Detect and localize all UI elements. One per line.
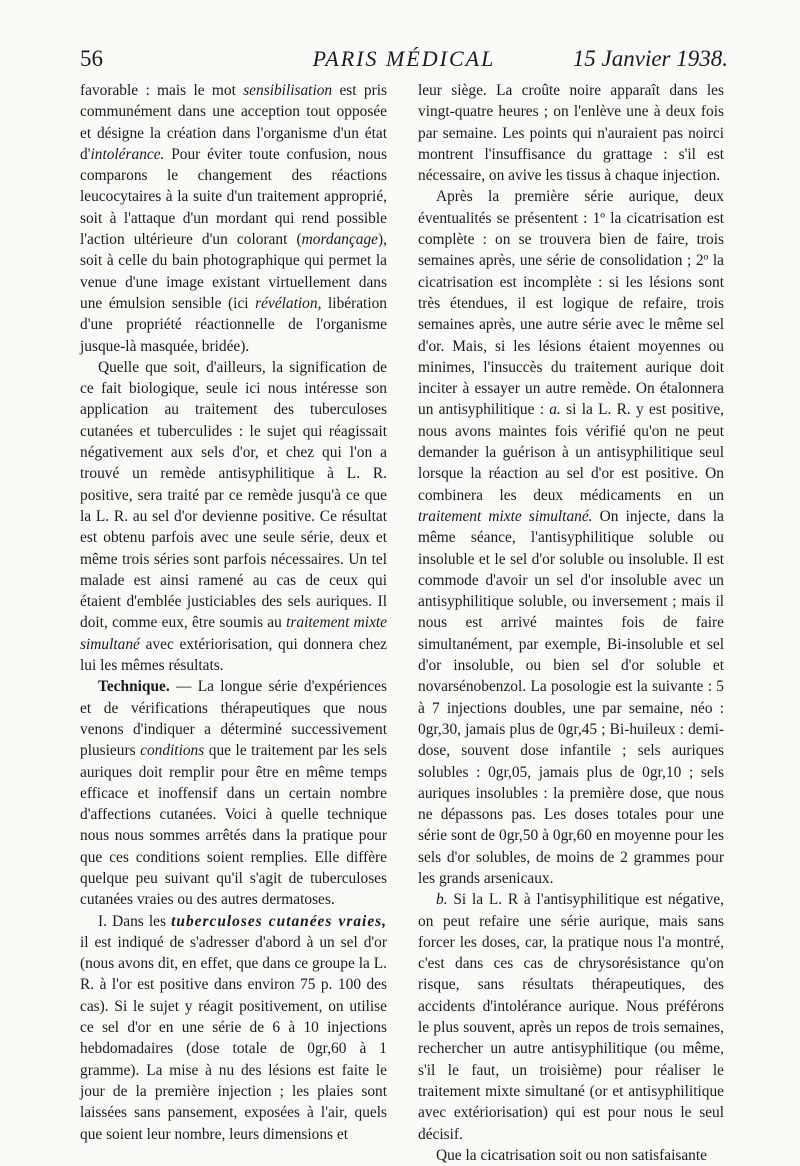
left-column: [80, 80, 387, 1145]
paragraph: b. Si la L. R à l'antisyphilitique est négative, on peut refaire une série aurique, mais sans forcer les doses, car, la pratique nous l'a montré, c'est dans ces cas de chrysorésistance qu'on risque, sans résultats thérapeutiques, des accidents d'intolérance aurique. Nous préférons le plus souvent, après un repos de trois semaines, rechercher un autre antisyphilitique (ou même, s'il le faut, un troisième) pour réaliser le traitement mixte simultané (or et antisyphilitique avec extériorisation) qui est pour nous le seul décisif.: [418, 891, 724, 1143]
journal-title: PARIS MÉDICAL: [312, 46, 496, 71]
page-number: 56: [80, 46, 103, 71]
paragraph-technique: Technique. — La longue série d'expériences et de vérifications thérapeutiques que nous venons d'indiquer a déterminé successivement plusieurs conditions que le traitement par les sels auriques doit remplir pour être en même temps efficace et inoffensif dans un certain nombre d'affections cutanées. Voici à quelle technique nous nous sommes arrêtés dans la pratique pour que ces conditions soient remplies. Elle diffère quelque peu suivant qu'il s'agit de tuberculoses cutanées vraies ou des autres dermatoses.: [80, 678, 387, 909]
paragraph: Quelle que soit, d'ailleurs, la signification de ce fait biologique, seule ici nous intéresse son application au traitement des tuberculoses cutanées et tuberculides : le sujet qui réagissait négativement aux sels d'or, et chez qui l'on a trouvé un remède antisyphilitique à L. R. positive, sera traité par ce remède jusqu'à ce que la L. R. au sel d'or devienne positive. Ce résultat est obtenu parfois avec une seule série, deux et même trois séries sont parfois nécessaires. Un tel malade est ainsi ramené au cas de ceux qui étaient d'emblée justiciables des sels auriques. Il doit, comme eux, être soumis au traitement mixte simultané avec extériorisation, qui donnera chez lui les mêmes résultats.: [80, 358, 388, 675]
paragraph: leur siège. La croûte noire apparaît dans les vingt-quatre heures ; on l'enlève une à deux fois par semaine. Les points qui n'auraient pas noirci montrent l'insuffisance du grattage : s'il est nécessaire, on avive les tissus à chaque injection.: [418, 82, 724, 185]
right-column: [418, 80, 724, 1166]
section-heading: Technique.: [98, 678, 170, 696]
paragraph: Après la première série aurique, deux éventualités se présentent : 1º la cicatrisation est complète : on se trouvera bien de faire, trois semaines après, une série de consolidation ; 2º la cicatrisation est incomplète : si les lésions sont très étendues, il est logique de refaire, trois semaines après, une autre série avec le même sel d'or. Mais, si les lésions étaient moyennes ou minimes, l'insuccès du traitement aurique doit inciter à essayer un autre remède. On étalonnera un antisyphilitique : a. si la L. R. y est positive, nous avons maintes fois vérifié qu'on ne peut demander la guérison à un antisyphilitique seul lorsque la réaction au sel d'or est positive. On combinera les deux médicaments en un traitement mixte simultané. On injecte, dans la même séance, l'antisyphilitique soluble ou insoluble et le sel d'or soluble ou insoluble. Il est commode d'avoir un sel d'or insoluble avec un antisyphilitique soluble, ou inversement ; mais il nous est arrivé maintes fois de faire simultanément, par exemple, Bi-insoluble et sel d'or insoluble, ou bien sel d'or soluble et novarsénobenzol. La posologie est la suivante : 5 à 7 injections doubles, une par semaine, néo : 0gr,30, jamais plus de 0gr,45 ; Bi-huileux : demi-dose, souvent dose infantile ; sels auriques solubles : 0gr,05, jamais plus de 0gr,10 ; sels auriques insolubles : la première dose, que nous ne dépassons pas. Les doses totales pour une série sont de 0gr,50 à 0gr,60 en moyenne pour les sels d'or solubles, de moins de 2 grammes pour les grands arsenicaux.: [418, 188, 724, 887]
paragraph: favorable : mais le mot sensibilisation est pris communément dans une acception tout opposée et désigne la création dans l'organisme d'un état d'intolérance. Pour éviter toute confusion, nous comparons le changement des réactions leucocytaires à la suite d'un traitement approprié, soit à l'attaque d'un mordant qui rend possible l'action ultérieure d'un colorant (mordançage), soit à celle du bain photographique qui permet la venue d'une image existant virtuellement dans une émulsion sensible (ici révélation, libération d'une propriété réactionnelle de l'organisme jusque-là masquée, bridée).: [80, 82, 388, 355]
paragraph: I. Dans les tuberculoses cutanées vraies, il est indiqué de s'adresser d'abord à un sel d'or (nous avons dit, en effet, que dans ce groupe la L. R. à l'or est positive dans environ 75 p. 100 des cas). Si le sujet y réagit positivement, on utilise ce sel d'or en une série de 6 à 10 injections hebdomadaires (dose totale de 0gr,60 à 1 gramme). La mise à nu des lésions est faite le jour de la première injection ; les plaies sont laissées sans pansement, exposées à l'air, quels que soient leur nombre, leurs dimensions et: [80, 912, 387, 1143]
paragraph: Que la cicatrisation soit ou non satisfaisante: [436, 1146, 707, 1164]
issue-date: 15 Janvier 1938.: [572, 46, 728, 71]
page-header: [80, 40, 728, 80]
